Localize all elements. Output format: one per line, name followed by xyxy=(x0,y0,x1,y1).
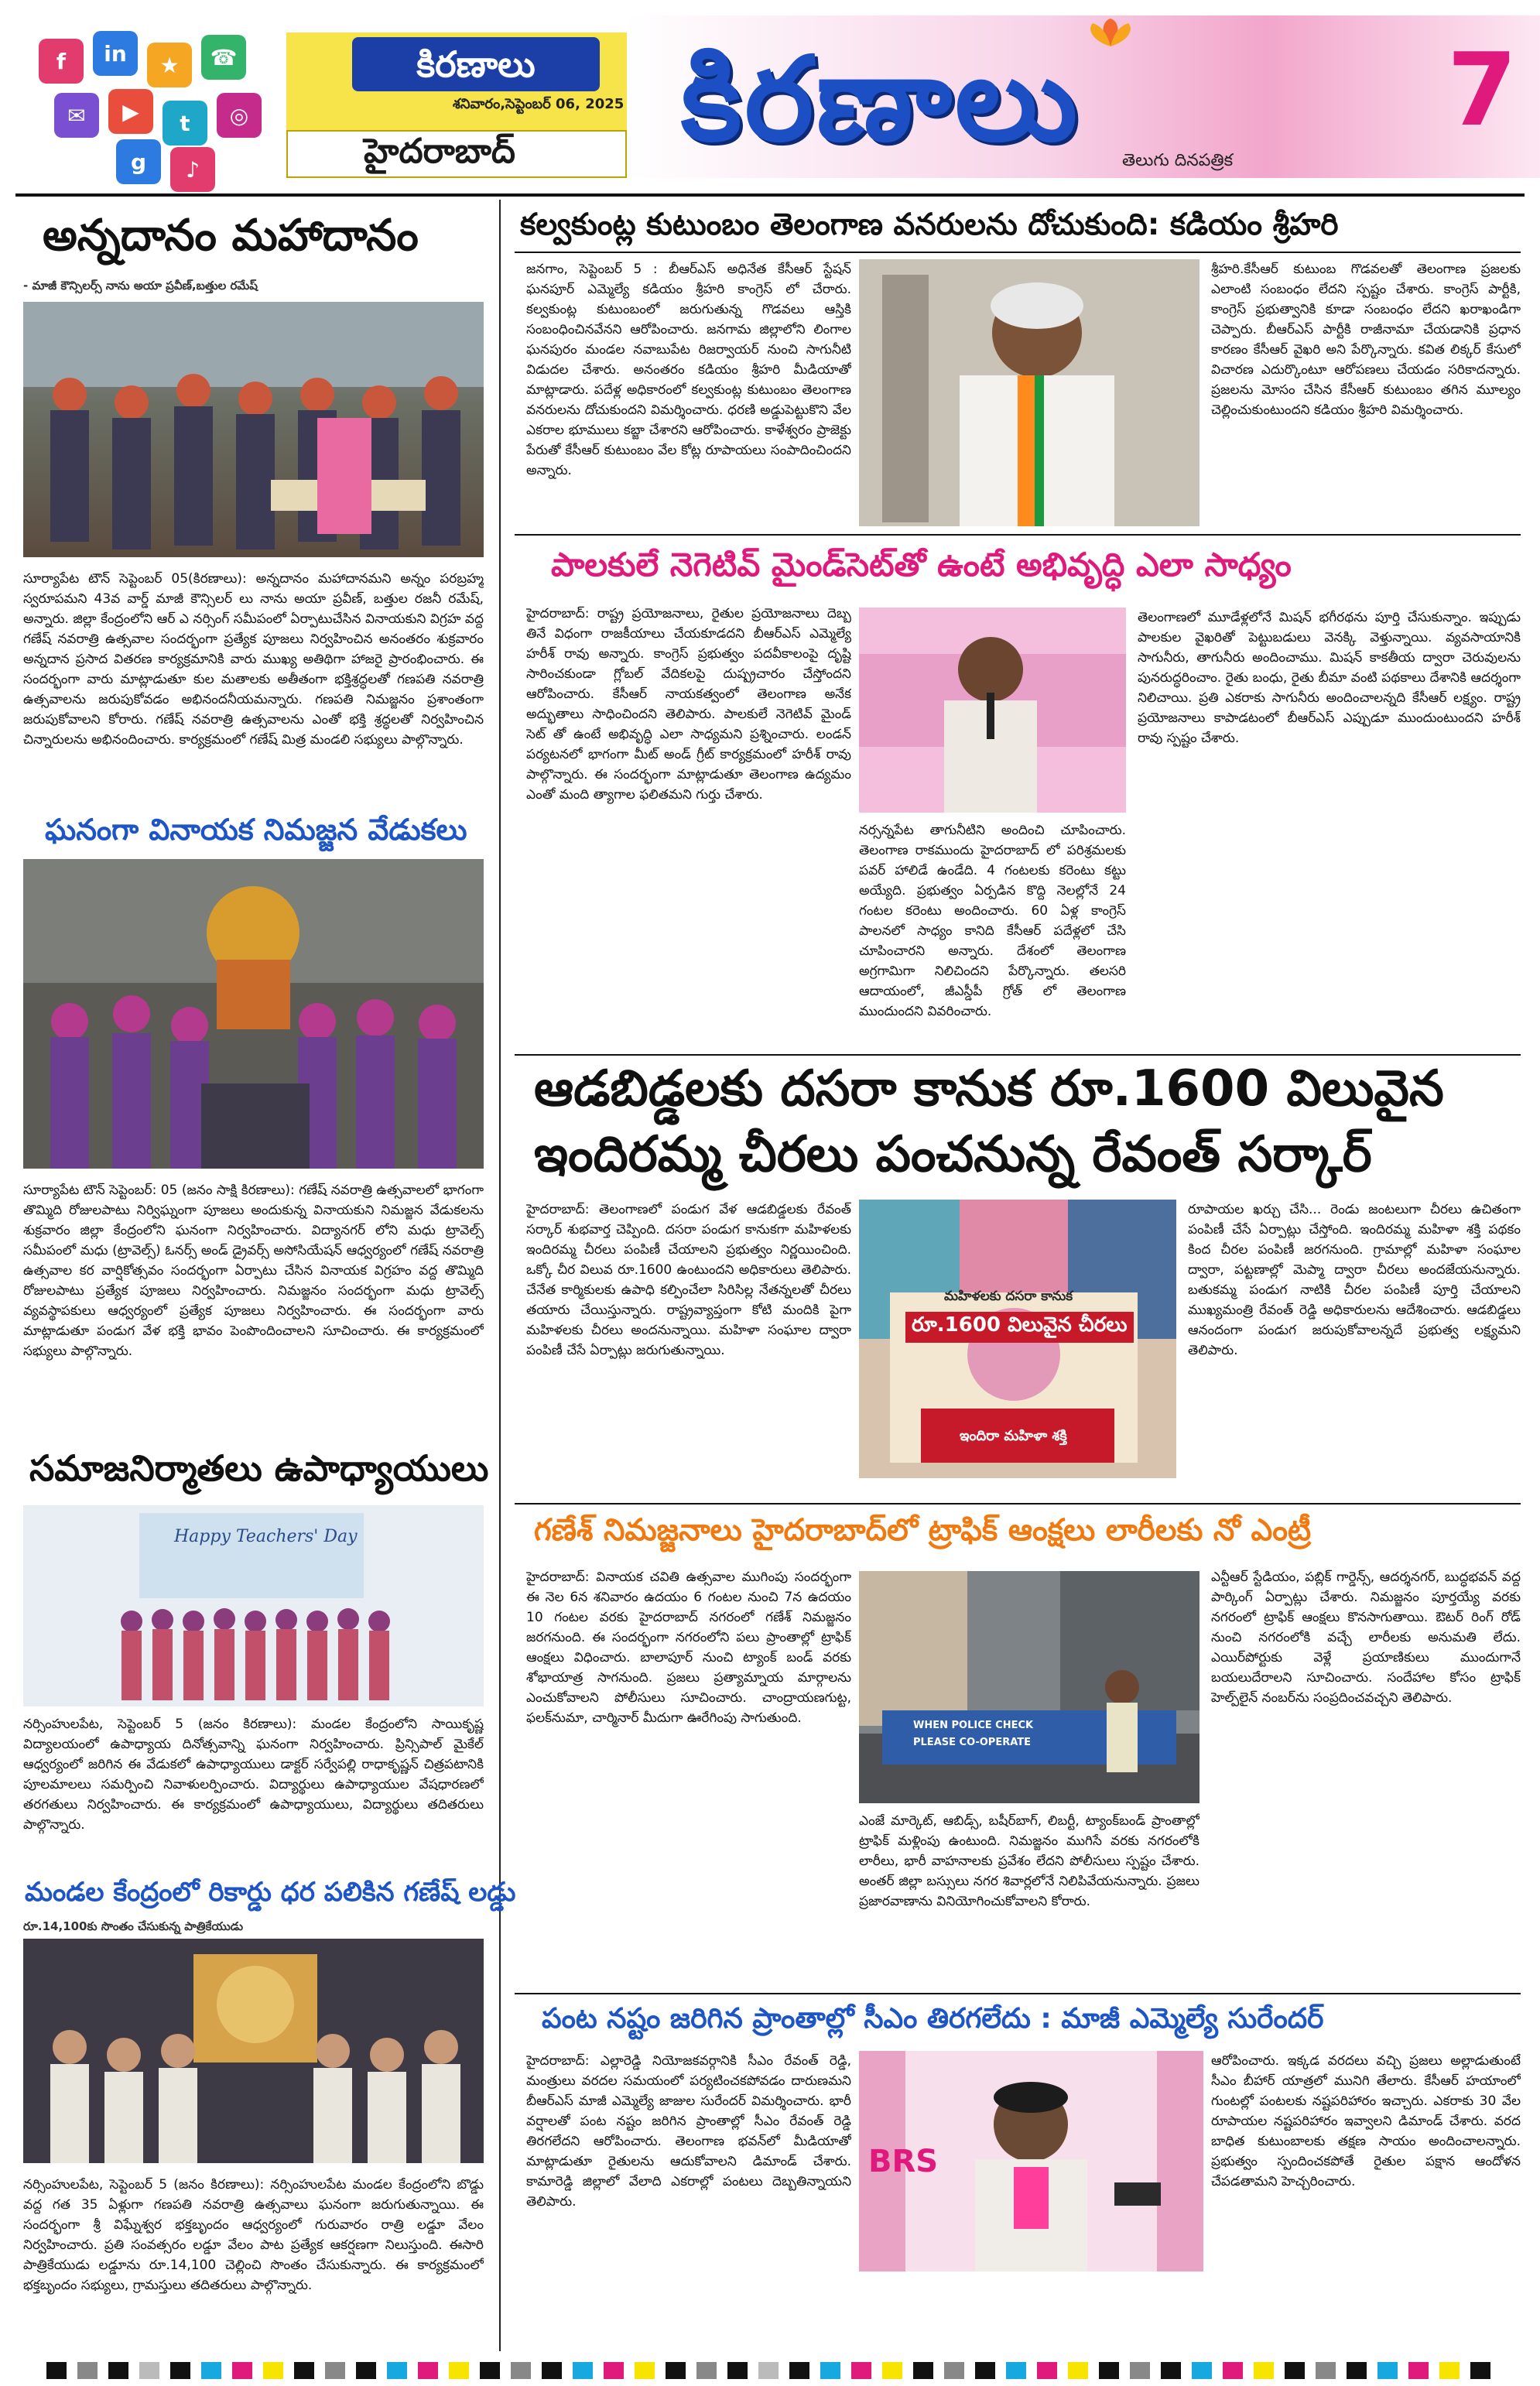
registration-mark xyxy=(511,2362,531,2379)
registration-mark xyxy=(758,2362,779,2379)
story-body: శ్రీహరి.కేసీఆర్ కుటుంబ గొడవలతో తెలంగాణ ప్రజలకు ఎలాంటి సంబంధం లేదని స్పష్టం చేశారు. కాంగ్రెస్ పార్టీకి, కాంగ్రెస్ ప్రభుత్వానికి కూడా సంబంధం లేదని ఖరాఖండిగా చెప్పారు. బీఆర్ఎస్ పార్టీకి రాజీనామా చేయడానికి ప్రధాన కారణం కేసీఆర్ వైఖరి అని పేర్కొన్నారు. కవిత లిక్కర్ కేసులో విచారణ ఎదుర్కొంటూ ఆరోపణలు చేయడం సరికాదన్నారు. ప్రజలను మోసం చేసిన కేసీఆర్ కుటుంబం తగిన మూల్యం చెల్లించుకుంటుందని కడియం శ్రీహరి విమర్శించారు. xyxy=(1211,262,1521,418)
headline-rule xyxy=(515,252,1521,253)
registration-mark xyxy=(294,2362,314,2379)
article-headline: మండల కేంద్రంలో రికార్డు ధర పలికిన గణేష్ లడ్డు xyxy=(25,1877,516,1908)
registration-mark xyxy=(170,2362,190,2379)
teachers-day-photo xyxy=(23,1505,484,1706)
article-body: నర్సింహులపేట, సెప్టెంబర్ 5 (జనం కిరణాలు): నర్సింహులపేట మండల కేంద్రంలోని బొడ్డు వద్ద గత 35 ఏళ్లుగా గణపతి నవరాత్రి ఉత్సవాలు ఘనంగా జరుగుతున్నాయి. ఈ సందర్భంగా శ్రీ విఘ్నేశ్వర భక్తబృందం ఆధ్వర్యంలో గురువారం రాత్రి లడ్డూ వేలం నిర్వహించారు. ప్రతి సంవత్సరం లడ్డూ వేలం పాట ప్రత్యేక ఆకర్షణగా నిలుస్తుంది. ఈసారి పాత్రికేయుడు లడ్డూను రూ.14,100 చెల్లించి సొంతం చేసుకున్నారు. ఈ కార్యక్రమంలో భక్తబృందం సభ్యులు, గ్రామస్తులు తదితరులు పాల్గొన్నారు. xyxy=(23,2177,484,2293)
story-body: తెలంగాణలో మూడేళ్లలోనే మిషన్ భగీరథను పూర్తి చేసుకున్నాం. ఇప్పుడు పాలకుల వైఖరితో పెట్టుబడులు వెనక్కి వెళ్తున్నాయి. వ్యవసాయానికి సాగునీరు, తాగునీరు అందించాము. మిషన్ కాకతీయ ద్వారా చెరువులను పునరుద్ధరించాం. రైతు బంధు, రైతు బీమా వంటి పథకాలు దేశానికి ఆదర్శంగా నిలిచాయి. ప్రతి ఎకరాకు సాగునీరు అందించాలన్నది కేసీఆర్ లక్ష్యం. రాష్ట్ర ప్రయోజనాలు కాపాడటంలో బీఆర్ఎస్ ఎప్పుడూ ముందుంటుందని హరీశ్ రావు స్పష్టం చేశారు. xyxy=(1138,610,1521,746)
story-body: ఆరోపించారు. ఇక్కడ వరదలు వచ్చి ప్రజలు అల్లాడుతుంటే సీఎం బీహార్ యాత్రలో మునిగి తేలారు. కేసీఆర్ హయాంలో గుంటల్లో పంటలకు నష్టపరిహారం ఇచ్చారు. ఎకరాకు 30 వేల రూపాయల నష్టపరిహారం ఇవ్వాలని డిమాండ్ చేశారు. వరద బాధిత కుటుంబాలకు తక్షణ సాయం అందించాలన్నారు. ప్రభుత్వం స్పందించకపోతే రైతుల పక్షాన ఆందోళన చేపడతామని హెచ్చరించారు. xyxy=(1211,2053,1521,2189)
story-body: నర్సన్నపేట తాగునీటిని అందించి చూపించారు. తెలంగాణ రాకముందు హైదరాబాద్ లో పరిశ్రమలకు పవర్ హాలిడే ఉండేది. 4 గంటలకు కరెంటు కట్టు అయ్యేది. ప్రభుత్వం ఏర్పడిన కొద్ది నెలల్లోనే 24 గంటల కరెంటు అందించారు. 60 ఏళ్ల కాంగ్రెస్ పాలనలో సాధ్యం కానిది కేసీఆర్ పదేళ్లలో చేసి చూపించారని అన్నారు. దేశంలో తెలంగాణ అగ్రగామిగా నిలిచిందని పేర్కొన్నారు. తలసరి ఆదాయంలో, జీఎస్డీపీ గ్రోత్ లో తెలంగాణ ముందుందని వివరించారు. xyxy=(859,823,1126,1019)
registration-mark xyxy=(387,2362,407,2379)
registration-mark xyxy=(727,2362,748,2379)
story-headline-line1: ఆడబిడ్డలకు దసరా కానుక రూ.1600 విలువైన xyxy=(534,1060,1444,1118)
registration-mark xyxy=(1223,2362,1243,2379)
registration-mark xyxy=(789,2362,809,2379)
registration-mark xyxy=(1377,2362,1398,2379)
food-distribution-photo xyxy=(23,302,484,557)
app-icon: ▶ xyxy=(108,89,153,134)
lotus-icon xyxy=(1068,17,1153,48)
registration-mark xyxy=(1439,2362,1460,2379)
registration-mark xyxy=(1408,2362,1429,2379)
registration-mark xyxy=(1130,2362,1150,2379)
registration-mark xyxy=(851,2362,871,2379)
registration-mark xyxy=(913,2362,933,2379)
photo-caption: రూ.14,100కు సొంతం చేసుకున్న పాత్రికేయుడు xyxy=(23,1919,244,1933)
section-rule xyxy=(515,1993,1521,1994)
app-icon: t xyxy=(163,101,207,145)
registration-mark xyxy=(1285,2362,1305,2379)
app-icon: g xyxy=(116,139,161,184)
app-icon: ♪ xyxy=(170,147,215,192)
traffic-barricade-photo xyxy=(859,1571,1199,1803)
registration-mark xyxy=(604,2362,624,2379)
registration-mark xyxy=(108,2362,128,2379)
article-body: సూర్యాపేట టౌన్ సెప్టెంబర్: 05 (జనం సాక్షి కిరణాలు): గణేష్ నవరాత్రి ఉత్సవాలలో భాగంగా తొమ్మిది రోజులపాటు నిర్విఘ్నంగా పూజలు అందుకున్న వినాయకుని నిమజ్జన వేడుకలను శుక్రవారం జిల్లా కేంద్రంలోని ఘనంగా నిర్వహించారు. విద్యానగర్ లోని మధు ట్రావెల్స్ సమీపంలో మధు (ట్రావెల్స్) ఓనర్స్ అండ్ డ్రైవర్స్ అసోసియేషన్ ఆధ్వర్యంలో గణేష్ నవరాత్రి ఉత్సవాల కర వార్షికోత్సవం సందర్భంగా ఏర్పాటు చేసిన వినాయక విగ్రహం వద్ద తొమ్మిది రోజులపాటు ప్రత్యేక పూజలు నిర్వహించారు. నిమజ్జనం సందర్భంగా మధు ట్రావెల్స్ వ్యవస్థాపకులు ఆధ్వర్యంలో ప్రత్యేక పూజలు నిర్వహించారు. ఈ సందర్భంగా వారు మాట్లాడుతూ పండుగ వేళ భక్తి భావం పెంపొందించాలని సూచించారు. ఈ కార్యక్రమంలో సభ్యులు పాల్గొన్నారు. xyxy=(23,1183,484,1359)
registration-mark xyxy=(635,2362,655,2379)
section-rule xyxy=(515,534,1521,536)
registration-mark xyxy=(356,2362,376,2379)
app-icon: ✉ xyxy=(54,93,99,138)
article-byline: - మాజీ కౌన్సిలర్స్ నాను అయా ప్రవీణ్,బత్తుల రమేష్ xyxy=(23,279,258,293)
story-headline: కల్వకుంట్ల కుటుంబం తెలంగాణ వనరులను దోచుకుంది: కడియం శ్రీహరి xyxy=(520,207,1339,242)
story-headline: గణేశ్ నిమజ్జనాలు హైదరాబాద్‌లో ట్రాఫిక్ ఆంక్షలు లారీలకు నో ఎంట్రీ xyxy=(534,1513,1312,1548)
registration-mark xyxy=(975,2362,995,2379)
article-headline: ఘనంగా వినాయక నిమజ్జన వేడుకలు xyxy=(45,813,467,847)
registration-mark xyxy=(666,2362,686,2379)
photo-text: రూ.1600 విలువైన చీరలు xyxy=(905,1312,1134,1343)
article-body: నర్సింహులపేట, సెప్టెంబర్ 5 (జనం కిరణాలు): మండల కేంద్రంలోని సాయికృష్ణ విద్యాలయంలో ఉపాధ్యాయ దినోత్సవాన్ని ఘనంగా నిర్వహించారు. ప్రిన్సిపాల్ మైకేల్ ఆధ్వర్యంలో జరిగిన ఈ వేడుకలో ఉపాధ్యాయులు డాక్టర్ సర్వేపల్లి రాధాకృష్ణన్ చిత్రపటానికి పూలమాలలు సమర్పించి నివాళులర్పించారు. విద్యార్థులు ఉపాధ్యాయుల వేషధారణలో తరగతులు నిర్వహించారు. ఈ కార్యక్రమంలో ఉపాధ్యాయులు, విద్యార్థులు తదితరులు పాల్గొన్నారు. xyxy=(23,1717,484,1833)
app-icon: ★ xyxy=(147,43,192,87)
registration-mark xyxy=(1099,2362,1119,2379)
story-body: హైదరాబాద్: తెలంగాణలో పండుగ వేళ ఆడబిడ్డలకు రేవంత్ సర్కార్ శుభవార్త చెప్పింది. దసరా పండుగ కానుకగా మహిళలకు ఇందిరమ్మ చీరలు పంపిణీ చేయాలని ప్రభుత్వం నిర్ణయించింది. ఒక్కో చీర విలువ రూ.1600 ఉంటుందని అధికారులు తెలిపారు. చేనేత కార్మికులకు ఉపాధి కల్పించేలా సిరిసిల్ల నేతన్నలతో చీరలు తయారు చేయిస్తున్నారు. రాష్ట్రవ్యాప్తంగా కోటి మందికి పైగా మహిళలకు చీరలు అందనున్నాయి. మహిళా సంఘాల ద్వారా పంపిణీ చేసే ఏర్పాట్లు జరుగుతున్నాయి. xyxy=(526,1202,851,1358)
header-rule xyxy=(15,193,1525,197)
social-icons-collage xyxy=(31,31,286,183)
article-body: సూర్యాపేట టౌన్ సెప్టెంబర్ 05(కిరణాలు): అన్నదానం మహాదానమని అన్నం పరబ్రహ్మ స్వరూపమని 43వ వార్డ్ మాజీ కౌన్సిలర్ లు నాను అయా ప్రవీణ్, బత్తుల రజనీ రమేష్, అన్నారు. జిల్లా కేంద్రంలోని ఆర్ ఎ నర్సింగ్ సమీపంలో ఏర్పాటుచేసిన వినాయకుని విగ్రహ వద్ద గణేష్ నవరాత్రి ఉత్సవాల సందర్భంగా ప్రత్యేక పూజలు నిర్వహించిన అనంతరం శుక్రవారం అన్నదాన ప్రసాద వితరణ కార్యక్రమానికి వారు ముఖ్య అతిథిగా హాజరై ప్రారంభించారు. ఈ సందర్భంగా వారు మాట్లాడుతూ కుల మతాలకు అతీతంగా భక్తిశ్రద్ధలతో గణపతి నవరాత్రి ఉత్సవాలను జరుపుకోవడం అభినందనీయమన్నారు. గణపతి నిమజ్జనం ప్రశాంతంగా జరుపుకోవాలని కోరారు. గణేష్ నవరాత్రి ఉత్సవాలను ఎంతో భక్తి శ్రద్ధలతో నిర్వహించిన చిన్నారులను అభినందించారు. కార్యక్రమంలో గణేష్ మిత్ర మండలి సభ్యులు పాల్గొన్నారు. xyxy=(23,571,484,748)
registration-mark xyxy=(449,2362,469,2379)
registration-mark xyxy=(1316,2362,1336,2379)
registration-mark xyxy=(480,2362,500,2379)
story-headline: పాలకులే నెగెటివ్ మైండ్‌సెట్‌తో ఉంటే అభివృద్ధి ఎలా సాధ్యం xyxy=(551,546,1292,584)
story-body: హైదరాబాద్: రాష్ట్ర ప్రయోజనాలు, రైతుల ప్రయోజనాలు దెబ్బ తినే విధంగా రాజకీయాలు చేయకూడదని బీఆర్ఎస్ ఎమ్మెల్యే హరీశ్ రావు అన్నారు. కాంగ్రెస్ ప్రభుత్వం పదవీకాలంపై దృష్టి సారించకుండా గ్లోబల్ వేదికలపై దుష్ప్రచారం చేస్తోందని ఆరోపించారు. కేసీఆర్ నాయకత్వంలో తెలంగాణ అనేక అద్భుతాలు సాధించిందని తెలిపారు. పాలకులే నెగెటివ్ మైండ్ సెట్ తో ఉంటే అభివృద్ధి ఎలా సాధ్యమని ప్రశ్నించారు. లండన్ పర్యటనలో భాగంగా మీట్ అండ్ గ్రీట్ కార్యక్రమంలో హరీశ్ రావు పాల్గొన్నారు. ఈ సందర్భంగా మాట్లాడుతూ తెలంగాణ ఉద్యమం ఎంతో మంది త్యాగాల ఫలితమని గుర్తు చేశారు. xyxy=(526,606,851,803)
small-masthead-title: కిరణాలు xyxy=(352,37,600,91)
registration-mark xyxy=(201,2362,221,2379)
app-icon: ◎ xyxy=(217,93,262,138)
story-body: ఎంజే మార్కెట్, ఆబిడ్స్, బషీర్‌బాగ్, లిబర్టీ, ట్యాంక్‌బండ్ ప్రాంతాల్లో ట్రాఫిక్ మళ్లింపు ఉంటుంది. నిమజ్జనం ముగిసే వరకు నగరంలోకి లారీలు, భారీ వాహనాలకు ప్రవేశం లేదని పోలీసులు స్పష్టం చేశారు. అంతర్ జిల్లా బస్సులు నగర శివార్లలోనే నిలిపివేయనున్నారు. ప్రజలు ప్రజారవాణాను వినియోగించుకోవాలని కోరారు. xyxy=(859,1813,1199,1909)
harish-rao-photo xyxy=(859,608,1126,813)
registration-mark xyxy=(1037,2362,1057,2379)
saree-photo xyxy=(859,1200,1176,1478)
registration-mark xyxy=(232,2362,252,2379)
article-headline: సమాజనిర్మాతలు ఉపాధ్యాయులు xyxy=(29,1447,489,1489)
immersion-photo xyxy=(23,859,484,1169)
column-divider xyxy=(499,200,501,2351)
photo-text: ఇందిరా మహిళా శక్తి xyxy=(960,1428,1067,1444)
story-body: హైదరాబాద్: వినాయక చవితి ఉత్సవాల ముగింపు సందర్భంగా ఈ నెల 6న శనివారం ఉదయం 6 గంటల నుంచి 7న ఉదయం 10 గంటల వరకు హైదరాబాద్ నగరంలో గణేశ్ నిమజ్జనం జరగనుంది. ఈ సందర్భంగా నగరంలోని పలు ప్రాంతాల్లో ట్రాఫిక్ ఆంక్షలు విధించారు. బాలాపూర్ నుంచి ట్యాంక్ బండ్ వరకు శోభాయాత్ర సాగనుంది. ప్రజలు ప్రత్యామ్నాయ మార్గాలను ఎంచుకోవాలని పోలీసులు సూచించారు. చాంద్రాయణగుట్ట, ఫలక్‌నుమా, చార్మినార్ మీదుగా ఊరేగింపు సాగుతుంది. xyxy=(526,1570,851,1726)
registration-mark xyxy=(325,2362,345,2379)
newspaper-title: కిరణాలు xyxy=(681,31,1081,167)
registration-mark xyxy=(77,2362,98,2379)
story-body: ఎన్టీఆర్ స్టేడియం, పబ్లిక్ గార్డెన్స్, ఆదర్శనగర్, బుద్ధభవన్ వద్ద పార్కింగ్ ఏర్పాట్లు చేశారు. నిమజ్జనం పూర్తయ్యే వరకు నగరంలో ట్రాఫిక్ ఆంక్షలు కొనసాగుతాయి. ఔటర్ రింగ్ రోడ్ నుంచి నగరంలోకి వచ్చే లారీలకు అనుమతి లేదు. ఎయిర్‌పోర్టుకు వెళ్లే ప్రయాణికులు ముందుగానే బయలుదేరాలని సూచించారు. సందేహాల కోసం ట్రాఫిక్ హెల్ప్‌లైన్ నంబర్‌ను సంప్రదించవచ్చని తెలిపారు. xyxy=(1211,1570,1521,1706)
registration-mark xyxy=(139,2362,159,2379)
surender-photo xyxy=(859,2051,1203,2271)
section-rule xyxy=(515,1503,1521,1505)
story-headline: పంట నష్టం జరిగిన ప్రాంతాల్లో సీఎం తిరగలేదు : మాజీ ఎమ్మెల్యే సురేందర్ xyxy=(542,2003,1324,2035)
party-logo-text: BRS xyxy=(868,2144,939,2179)
photo-text: మహిళలకు దసరా కానుక xyxy=(944,1289,1073,1304)
laddu-auction-photo xyxy=(23,1939,484,2163)
registration-mark xyxy=(573,2362,593,2379)
registration-mark xyxy=(882,2362,902,2379)
app-icon: f xyxy=(39,39,84,84)
registration-mark xyxy=(542,2362,562,2379)
registration-mark xyxy=(944,2362,964,2379)
registration-mark xyxy=(1006,2362,1026,2379)
article-headline: అన్నదానం మహాదానం xyxy=(43,211,419,261)
registration-mark xyxy=(263,2362,283,2379)
edition-city: హైదరాబాద్ xyxy=(364,132,515,171)
page-number: 7 xyxy=(1447,31,1518,149)
registration-mark xyxy=(1161,2362,1181,2379)
banner-text: Happy Teachers' Day xyxy=(174,1527,358,1546)
registration-mark xyxy=(1347,2362,1367,2379)
kadiyam-srihari-photo xyxy=(859,259,1199,526)
issue-date: శనివారం,సెప్టెంబర్ 06, 2025 xyxy=(453,96,625,112)
registration-mark xyxy=(46,2362,67,2379)
app-icon: ☎ xyxy=(201,35,246,80)
story-body: హైదరాబాద్: ఎల్లారెడ్డి నియోజకవర్గానికి సీఎం రేవంత్ రెడ్డి, మంత్రులు వరదల సమయంలో పర్యటించకపోవడం దారుణమని బీఆర్ఎస్ మాజీ ఎమ్మెల్యే జాజుల సురేందర్ విమర్శించారు. భారీ వర్షాలతో పంట నష్టం జరిగిన ప్రాంతాల్లో సీఎం రేవంత్ రెడ్డి తిరగలేదని ఆరోపించారు. తెలంగాణ భవన్‌లో మీడియాతో మాట్లాడుతూ రైతులను ఆదుకోవాలని డిమాండ్ చేశారు. కామారెడ్డి జిల్లాలో వేలాది ఎకరాల్లో పంటలు దెబ్బతిన్నాయని తెలిపారు. xyxy=(526,2053,851,2210)
barricade-text: WHEN POLICE CHECK xyxy=(913,1720,1034,1731)
barricade-text: PLEASE CO-OPERATE xyxy=(913,1737,1032,1748)
registration-mark xyxy=(820,2362,840,2379)
section-rule xyxy=(515,1054,1521,1056)
story-body: జనగాం, సెప్టెంబర్ 5 : బీఆర్ఎస్ అధినేత కేసీఆర్ స్టేషన్ ఘనపూర్ ఎమ్మెల్యే కడియం శ్రీహరి కాంగ్రెస్ లో చేరారు. కల్వకుంట్ల కుటుంబంలో జరుగుతున్న గొడవలు ఆస్తికి సంబంధించినవేనని ఆరోపించారు. జనగామ జిల్లాలోని లింగాల ఘనపురం మండల నవాబుపేట రిజర్వాయర్ నుంచి సాగునీటి విడుదల చేశారు. అనంతరం కడియం శ్రీహరి మీడియాతో మాట్లాడారు. పదేళ్ల అధికారంలో కల్వకుంట్ల కుటుంబం తెలంగాణ వనరులను దోచుకుందని విమర్శించారు. ధరణి అడ్డుపెట్టుకొని వేల ఎకరాల భూములు కబ్జా చేశారని ఆరోపించారు. కాళేశ్వరం ప్రాజెక్టు పేరుతో కేసీఆర్ కుటుంబం వేల కోట్ల రూపాయలు సంపాదించిందని అన్నారు. xyxy=(526,262,851,478)
app-icon: in xyxy=(93,31,138,76)
tagline: తెలుగు దినపత్రిక xyxy=(1122,151,1234,170)
registration-mark xyxy=(418,2362,438,2379)
registration-mark xyxy=(1254,2362,1274,2379)
registration-mark xyxy=(696,2362,717,2379)
registration-mark xyxy=(1068,2362,1088,2379)
registration-mark xyxy=(1470,2362,1490,2379)
story-headline-line2: ఇందిరమ్మ చీరలు పంచనున్న రేవంత్ సర్కార్ xyxy=(534,1126,1372,1183)
registration-mark xyxy=(1192,2362,1212,2379)
story-body: రూపాయల ఖర్చు చేసి... రెండు జంటలుగా చీరలు ఉచితంగా పంపిణీ చేసే ఏర్పాట్లు చేస్తోంది. ఇందిరమ్మ మహిళా శక్తి పథకం కింద చీరల పంపిణీ జరగనుంది. గ్రామాల్లో మహిళా సంఘాల ద్వారా, పట్టణాల్లో మెప్మా ద్వారా చీరలు అందజేయనున్నారు. బతుకమ్మ పండుగ నాటికి చీరల పంపిణీ పూర్తి చేయాలని ముఖ్యమంత్రి రేవంత్ రెడ్డి అధికారులను ఆదేశించారు. ఆడబిడ్డలు ఆనందంగా పండుగ జరుపుకోవాలన్నదే ప్రభుత్వ లక్ష్యమని తెలిపారు. xyxy=(1188,1202,1521,1358)
